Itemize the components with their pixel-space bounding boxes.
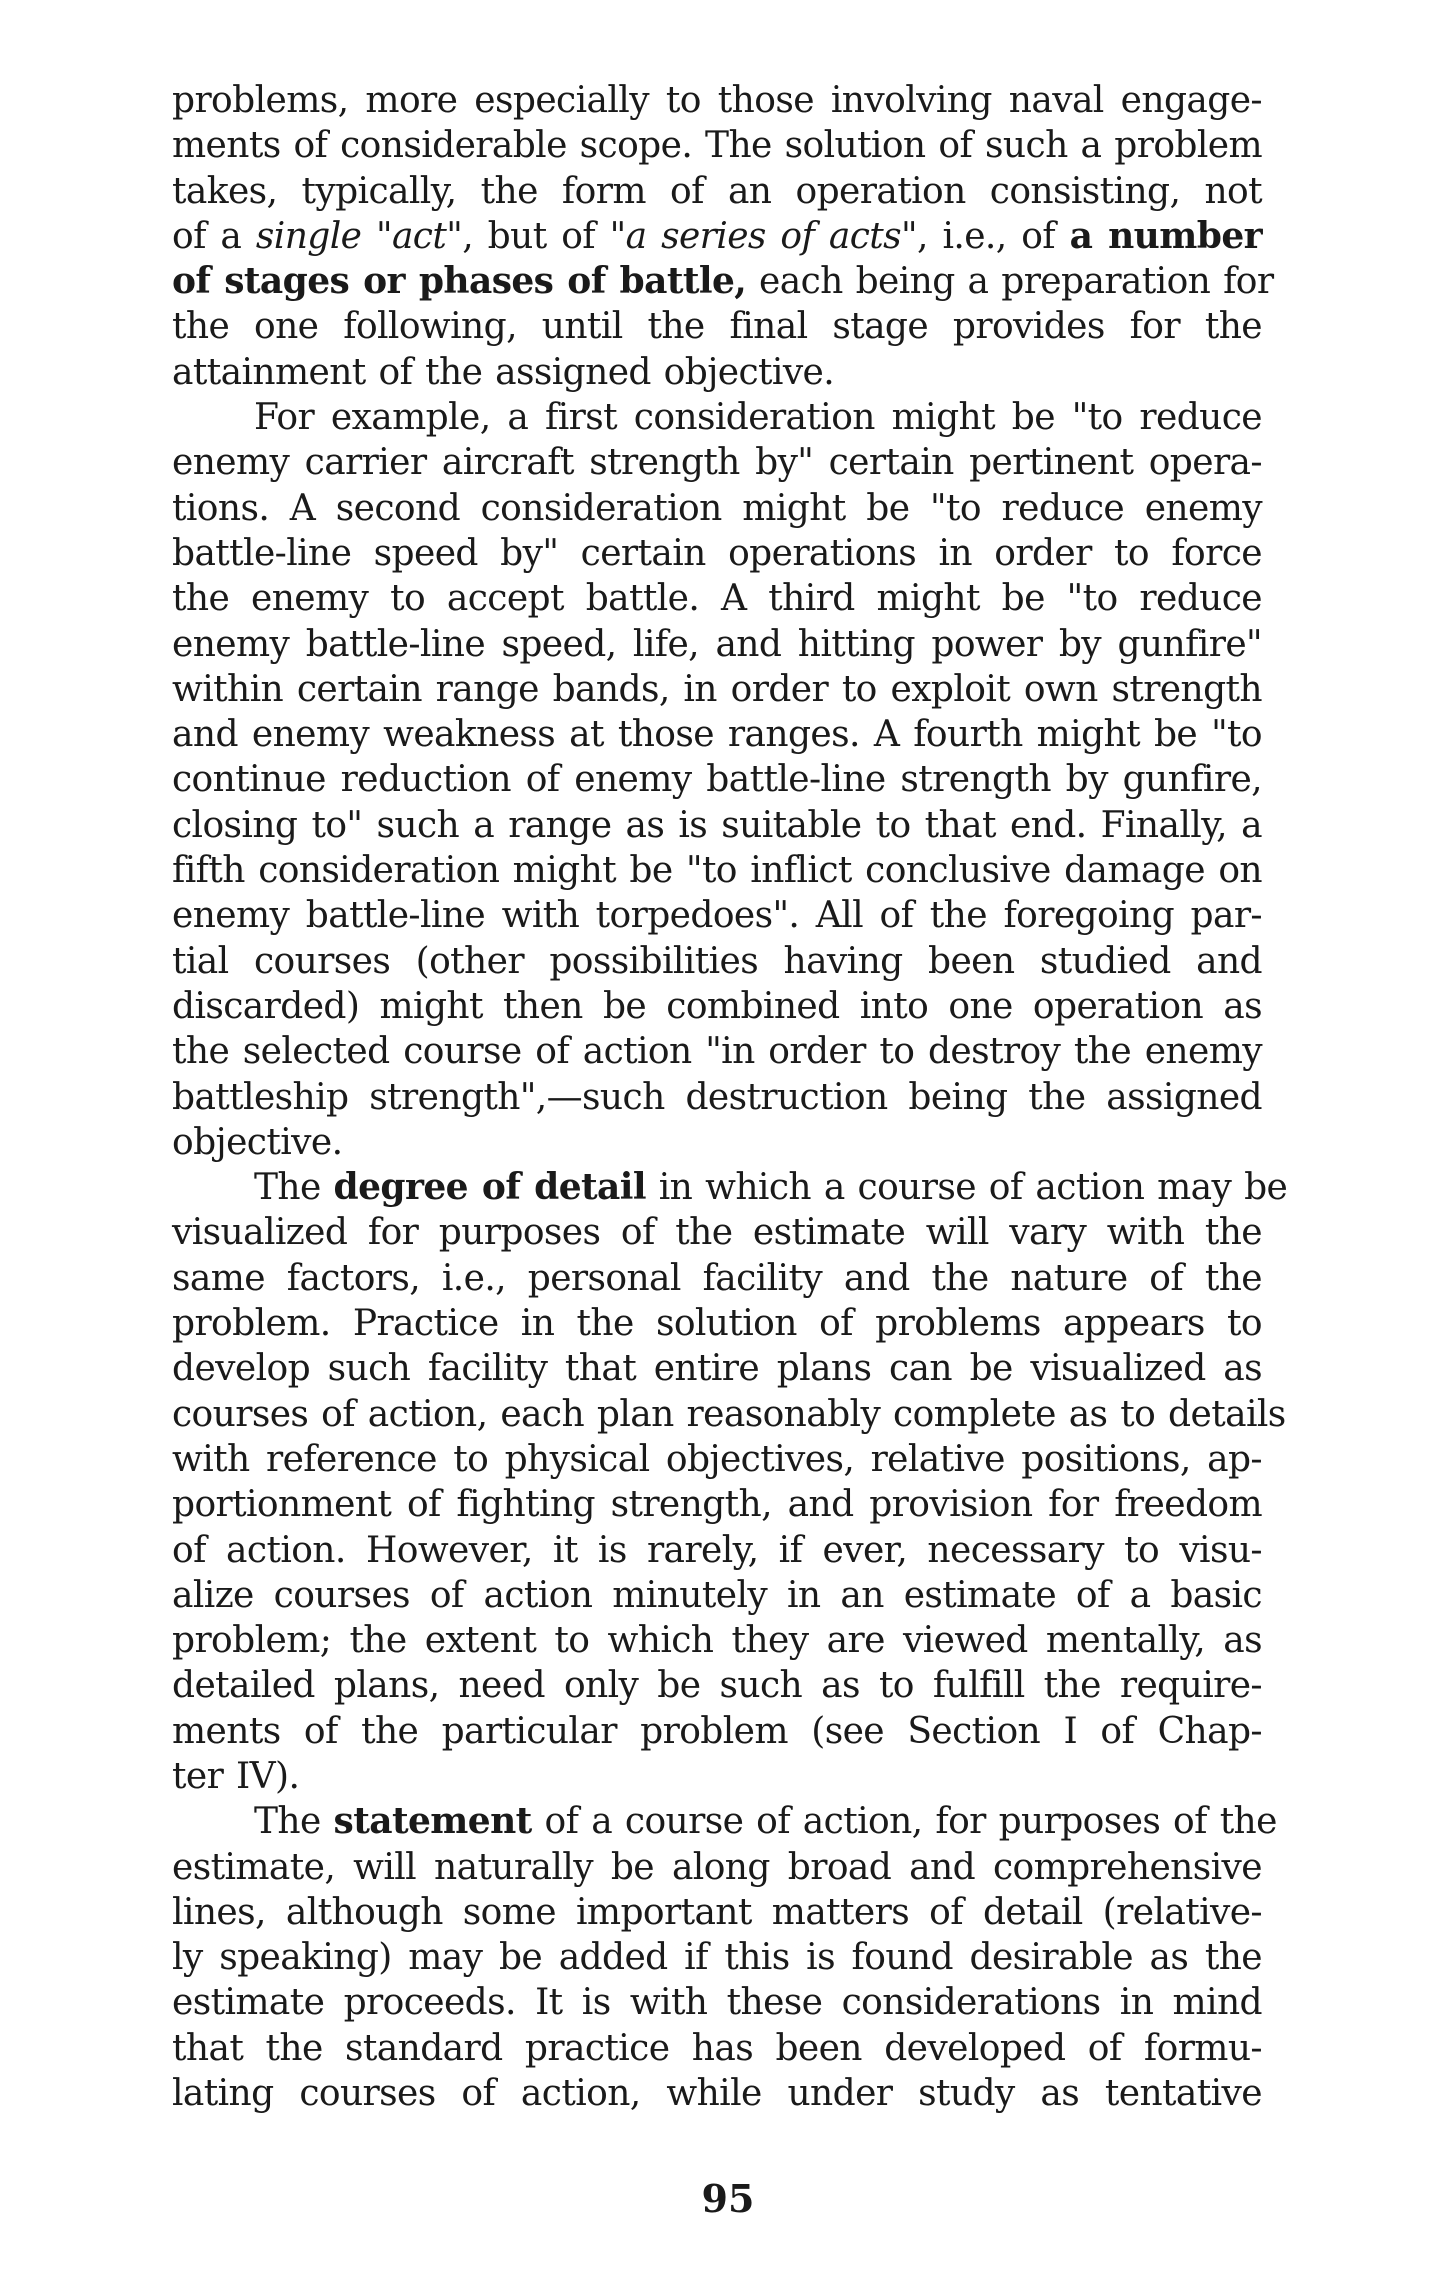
text-line: ments of the particular problem (see Section I of Chap- xyxy=(172,1710,1262,1752)
text-line: problems, more especially to those involving naval engage- xyxy=(172,80,1262,121)
text-line: closing to" such a range as is suitable to that end. Finally, a xyxy=(172,804,1262,846)
text-line: takes, typically, the form of an operation consisting, not xyxy=(172,170,1262,212)
text-line: the selected course of action "in order to destroy the enemy xyxy=(172,1031,1262,1073)
text-line: the one following, until the final stage provides for the xyxy=(172,306,1262,348)
text-line: ter IV). xyxy=(172,1755,300,1797)
text-line: alize courses of action minutely in an estimate of a basic xyxy=(172,1574,1262,1616)
text-line: discarded) might then be combined into one operation as xyxy=(172,985,1262,1027)
paragraph xyxy=(172,1165,1288,1799)
page-body xyxy=(172,78,1288,2116)
text-line: the enemy to accept battle. A third might be "to reduce xyxy=(172,578,1262,620)
text-line: of action. However, it is rarely, if ever, necessary to visu- xyxy=(172,1529,1262,1571)
paragraph xyxy=(172,78,1274,395)
text-line: ly speaking) may be added if this is found desirable as the xyxy=(172,1937,1262,1979)
text-line: For example, a first consideration might be "to reduce xyxy=(254,397,1262,439)
text-line: enemy battle-line with torpedoes". All of the foregoing par- xyxy=(172,895,1262,937)
text-line: of a single "act", but of "a series of acts", i.e., of a number xyxy=(172,214,1262,257)
text-line: battleship strength",—such destruction being the assigned xyxy=(172,1076,1262,1118)
text-line: The statement of a course of action, for purposes of the xyxy=(254,1800,1277,1843)
text-line: visualized for purposes of the estimate will vary with the xyxy=(172,1212,1262,1254)
text-line: courses of action, each plan reasonably complete as to details xyxy=(172,1393,1286,1435)
text-line: of stages or phases of battle, each being a preparation for xyxy=(172,260,1274,303)
text-line: develop such facility that entire plans can be visualized as xyxy=(172,1348,1262,1390)
text-line: same factors, i.e., personal facility and the nature of the xyxy=(172,1257,1262,1299)
page-number: 95 xyxy=(701,2176,755,2221)
paragraph xyxy=(172,395,1262,1165)
text-line: continue reduction of enemy battle-line strength by gunfire, xyxy=(172,759,1262,801)
text-line: and enemy weakness at those ranges. A fourth might be "to xyxy=(172,714,1262,756)
text-line: portionment of fighting strength, and provision for freedom xyxy=(172,1484,1262,1526)
text-line: ments of considerable scope. The solution of such a problem xyxy=(172,125,1262,167)
text-line: detailed plans, need only be such as to fulfill the require- xyxy=(172,1665,1262,1707)
text-line: that the standard practice has been developed of formu- xyxy=(172,2027,1262,2069)
text-line: lines, although some important matters of detail (relative- xyxy=(172,1891,1262,1933)
text-line: with reference to physical objectives, relative positions, ap- xyxy=(172,1438,1262,1480)
text-line: problem. Practice in the solution of problems appears to xyxy=(172,1303,1262,1345)
text-line: estimate, will naturally be along broad and comprehensive xyxy=(172,1846,1262,1888)
text-line: objective. xyxy=(172,1121,343,1163)
paragraph xyxy=(172,1799,1277,2116)
text-line: estimate proceeds. It is with these considerations in mind xyxy=(172,1982,1262,2024)
text-line: enemy carrier aircraft strength by" certain pertinent opera- xyxy=(172,442,1262,484)
text-line: problem; the extent to which they are viewed mentally, as xyxy=(172,1620,1262,1662)
text-line: tions. A second consideration might be "to reduce enemy xyxy=(172,487,1262,529)
text-line: The degree of detail in which a course of action may be xyxy=(254,1166,1288,1209)
text-line: tial courses (other possibilities having been studied and xyxy=(172,940,1262,982)
text-line: battle-line speed by" certain operations in order to force xyxy=(172,532,1262,574)
text-line: attainment of the assigned objective. xyxy=(172,351,835,393)
text-line: lating courses of action, while under study as tentative xyxy=(172,2073,1262,2115)
text-line: fifth consideration might be "to inflict conclusive damage on xyxy=(172,850,1262,892)
text-line: within certain range bands, in order to exploit own strength xyxy=(172,668,1262,710)
text-line: enemy battle-line speed, life, and hitting power by gunfire" xyxy=(172,623,1262,665)
